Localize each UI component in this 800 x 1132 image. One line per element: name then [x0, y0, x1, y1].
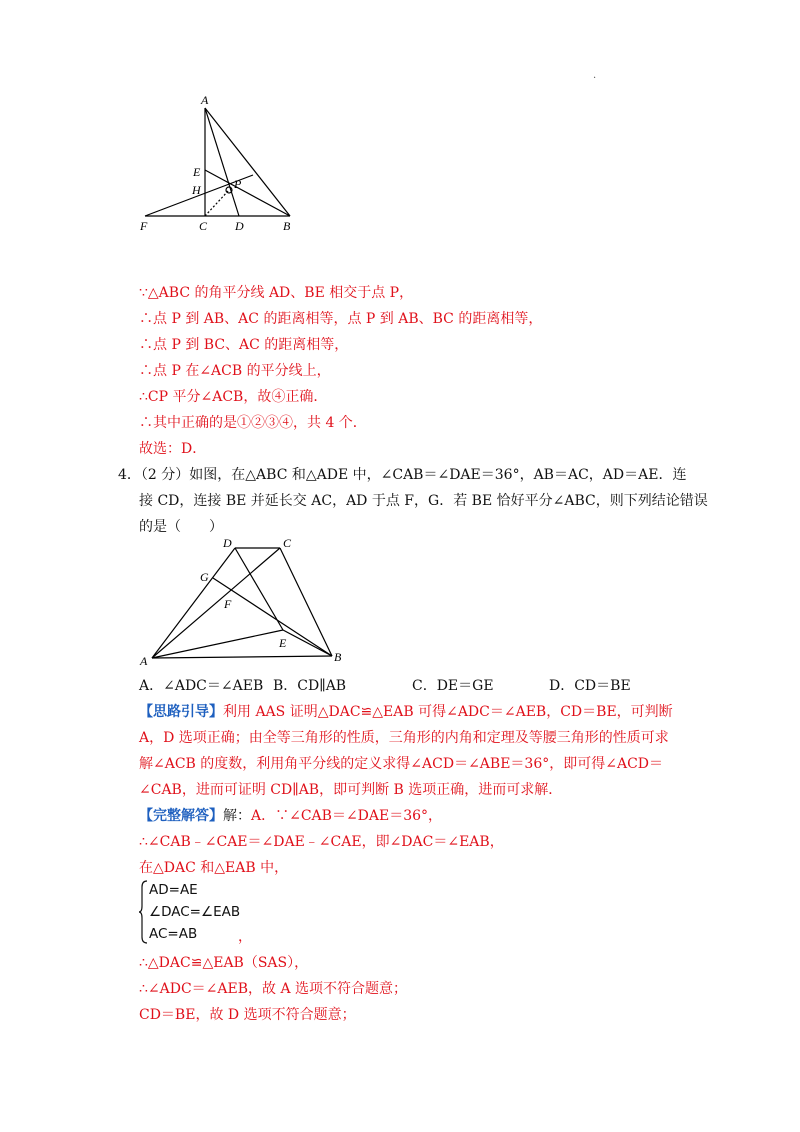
answer-text-1: A．∵∠CAB＝∠DAE＝36°， [251, 808, 443, 824]
fig2-label-a: A [140, 654, 148, 668]
guide-tag: 【思路引导】 [139, 704, 223, 720]
fig1-label-c: C [199, 219, 208, 233]
figure-triangle-bisectors [135, 90, 305, 240]
left-brace-icon [139, 879, 149, 945]
guide-line-2: A，D 选项正确；由全等三角形的性质，三角形的内角和定理及等腰三角形的性质可求 [139, 730, 669, 746]
system-eq-1: AD=AE [149, 882, 198, 898]
system-eq-2: ∠DAC=∠EAB [149, 904, 241, 920]
sol3-line-2: ∴点 P 到 AB、AC 的距离相等，点 P 到 AB、BC 的距离相等， [139, 311, 543, 327]
q4-line-3: 的是（ ） [139, 519, 223, 535]
answer-tag: 【完整解答】 [139, 808, 223, 824]
sol3-line-1: ∵△ABC 的角平分线 AD、BE 相交于点 P， [139, 285, 414, 301]
answer-line-6: CD＝BE，故 D 选项不符合题意； [139, 1007, 356, 1023]
sol3-line-7: 故选：D． [139, 441, 207, 457]
fig1-label-d: D [235, 219, 244, 233]
system-eq-3: AC=AB [149, 926, 198, 942]
answer-line-1 [139, 807, 442, 825]
fig1-label-f: F [140, 219, 148, 233]
fig1-label-a: A [201, 93, 209, 107]
sol3-line-6: ∴其中正确的是①②③④，共 4 个． [139, 415, 367, 431]
answer-line-4: ∴△DAC≌△EAB（SAS）， [139, 955, 309, 971]
answer-line-2: ∴∠CAB﹣∠CAE＝∠DAE﹣∠CAE，即∠DAC＝∠EAB， [139, 834, 504, 850]
fig2-label-f: F [224, 597, 232, 611]
fig1-label-b: B [283, 219, 291, 233]
option-c: C．DE＝GE [412, 678, 494, 694]
guide-line-1 [139, 703, 673, 721]
fig1-label-p: P [234, 177, 242, 191]
answer-prefix: 解： [223, 808, 251, 824]
corner-dot: . [593, 70, 597, 81]
option-b: B．CD∥AB [273, 678, 347, 694]
fig2-label-d: D [223, 536, 232, 550]
fig2-label-e: E [279, 636, 287, 650]
fig1-label-h: H [192, 183, 201, 197]
fig2-label-c: C [283, 536, 292, 550]
guide-line-3: 解∠ACB 的度数，利用角平分线的定义求得∠ACD＝∠ABE＝36°，即可得∠ACD＝ [139, 756, 664, 772]
option-a: A．∠ADC＝∠AEB [139, 678, 264, 694]
guide-text-1: 利用 AAS 证明△DAC≌△EAB 可得∠ADC＝∠AEB，CD＝BE，可判断 [223, 704, 673, 720]
guide-line-4: ∠CAB，进而可证明 CD∥AB，即可判断 B 选项正确，进而可求解． [139, 782, 563, 798]
fig2-label-g: G [200, 570, 209, 584]
fig1-label-e: E [193, 165, 201, 179]
sol3-line-5: ∴CP 平分∠ACB，故④正确． [139, 389, 328, 405]
q4-line-2: 接 CD，连接 BE 并延长交 AC，AD 于点 F，G．若 BE 恰好平分∠ABC，则下列结论错误 [139, 493, 708, 509]
answer-line-5: ∴∠ADC＝∠AEB，故 A 选项不符合题意； [139, 981, 408, 997]
sol3-line-3: ∴点 P 到 BC、AC 的距离相等， [139, 337, 349, 353]
fig2-label-b: B [334, 650, 342, 664]
option-d: D．CD＝BE [549, 678, 631, 694]
sol3-line-4: ∴点 P 在∠ACB 的平分线上， [139, 363, 331, 379]
q4-line-1: 4．（2 分）如图，在△ABC 和△ADE 中，∠CAB＝∠DAE＝36°，AB＝AC，AD＝AE．连 [118, 467, 687, 483]
system-comma: ， [238, 929, 252, 945]
figure-congruent-triangles [135, 535, 350, 670]
answer-line-3: 在△DAC 和△EAB 中， [139, 860, 289, 876]
